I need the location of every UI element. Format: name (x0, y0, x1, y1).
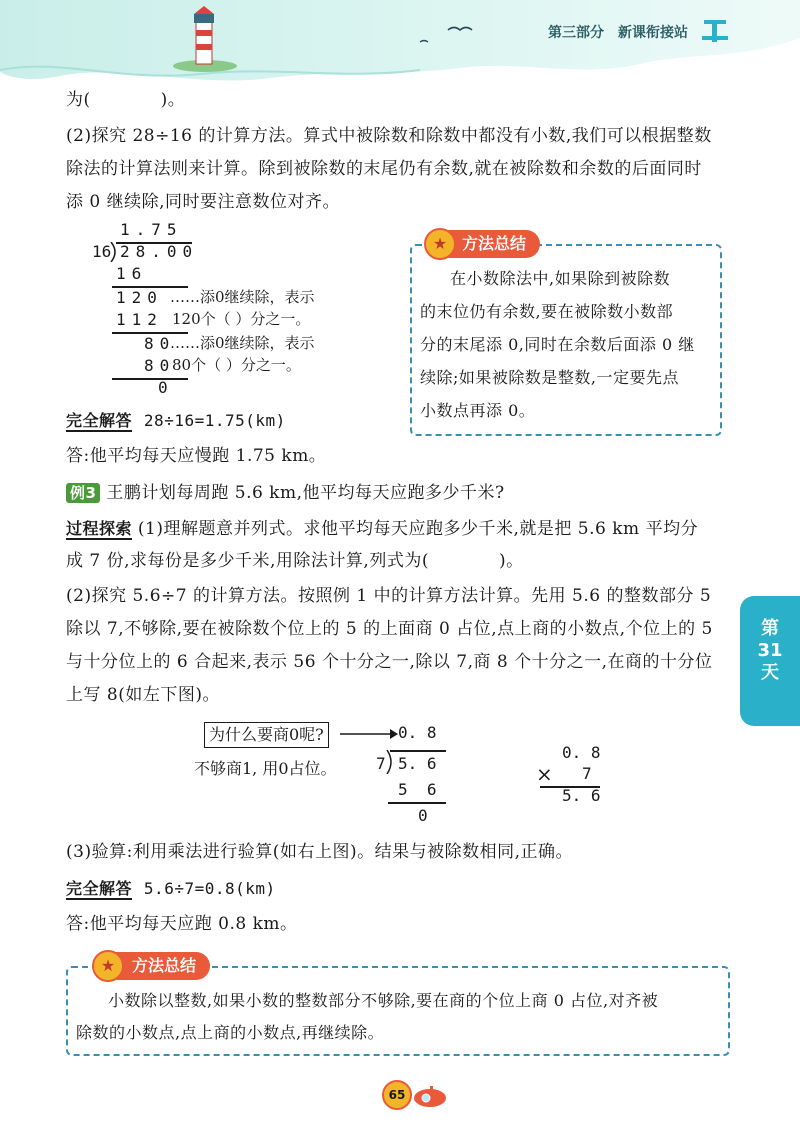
note: 120个（ ）分之一。 (172, 310, 311, 328)
long-division-28-16 (86, 220, 416, 400)
process-label: 过程探索 (66, 519, 133, 538)
step-product: 112 (116, 310, 163, 329)
step-remainder: 80 (144, 334, 176, 353)
answer-line (66, 872, 276, 906)
page-number: 65 (382, 1080, 412, 1110)
summary-line: 的末位仍有余数,要在被除数小数部 (420, 302, 674, 321)
divisor: 16 (92, 242, 112, 261)
summary-line: 小数点再添 0。 (420, 401, 536, 420)
callout-box: 为什么要商0呢? (204, 722, 329, 748)
question-text: 王鹏计划每周跑 5.6 km,他平均每天应跑多少千米? (106, 483, 505, 503)
text-line: 与十分位上的 6 合起来,表示 56 个十分之一,除以 7,商 8 个十分之一,在商的十分位 (66, 652, 713, 672)
note: 80个（ ）分之一。 (172, 356, 301, 374)
answer-reply: 答:他平均每天应跑 0.8 km。 (66, 914, 298, 934)
header-section: 第三部分 (548, 25, 604, 41)
summary-line: 在小数除法中,如果除到被除数 (450, 269, 671, 288)
tab-line: 天 (761, 662, 779, 683)
quotient: 1.75 (120, 220, 183, 239)
step-product: 16 (116, 264, 148, 283)
step-product: 80 (144, 356, 176, 375)
answer-label: 完全解答 (66, 879, 133, 898)
example-question (66, 477, 505, 510)
answer-line (66, 404, 286, 438)
summary-line: 小数除以整数,如果小数的整数部分不够除,要在商的个位上商 0 占位,对齐被 (108, 991, 659, 1010)
product: 5. 6 (562, 786, 601, 805)
page-header (0, 0, 800, 88)
final-remainder: 0 (418, 806, 428, 825)
tab-line: 31 (757, 640, 783, 661)
multiplier: 7 (582, 764, 592, 783)
process-text: (1)理解题意并列式。求他平均每天应跑多少千米,就是把 5.6 km 平均分 (137, 519, 699, 539)
tab-line: 第 (761, 618, 779, 639)
text-line: 为( )。 (66, 90, 186, 110)
example-badge: 例3 (66, 483, 100, 503)
step-product: 5 6 (398, 780, 437, 799)
note: ……添0继续除，表示 (170, 334, 315, 352)
submarine-icon (410, 1082, 450, 1110)
answer-expression: 5.6÷7=0.8(km) (143, 879, 276, 898)
answer-reply: 答:他平均每天应慢跑 1.75 km。 (66, 446, 327, 466)
text-line: 除以 7,不够除,要在被除数个位上的 5 的上面商 0 占位,点上商的小数点,个位上的 5 (66, 619, 713, 639)
header-wave-decoration (0, 0, 800, 88)
zero-placeholder-note: 不够商1, 用0占位。 (194, 759, 337, 778)
text-line: (2)探究 28÷16 的计算方法。算式中被除数和除数中都没有小数,我们可以根据整数 (66, 126, 712, 146)
answer-label: 完全解答 (66, 411, 133, 430)
star-icon: ★ (424, 228, 456, 260)
text-line: 除法的计算法则来计算。除到被除数的末尾仍有余数,就在被除数和余数的后面同时 (66, 159, 702, 179)
quotient: 0. 8 (398, 723, 437, 742)
dividend: 5. 6 (398, 754, 437, 773)
star-icon: ★ (92, 950, 124, 982)
header-title (548, 22, 702, 42)
tag-label: 方法总结 (98, 952, 210, 980)
text-line: 成 7 份,求每份是多少千米,用除法计算,列式为( )。 (66, 551, 524, 571)
dividend: 28.00 (120, 242, 199, 261)
divisor: 7 (376, 754, 386, 773)
multiplicand: 0. 8 (562, 743, 601, 762)
text-line: 上写 8(如左下图)。 (66, 685, 220, 705)
note: ……添0继续除，表示 (170, 288, 315, 306)
tag-label: 方法总结 (428, 230, 540, 258)
arrow-icon (340, 728, 398, 740)
text-line: 添 0 继续除,同时要注意数位对齐。 (66, 192, 341, 212)
day-side-tab (740, 596, 800, 726)
header-series: 新课衔接站 (618, 25, 688, 41)
verify-line: (3)验算:利用乘法进行验算(如右上图)。结果与被除数相同,正确。 (66, 842, 573, 862)
times-sign: × (536, 762, 553, 786)
final-remainder: 0 (158, 378, 168, 397)
summary-line: 除数的小数点,点上商的小数点,再继续除。 (76, 1023, 385, 1042)
text-line: (2)探究 5.6÷7 的计算方法。按照例 1 中的计算方法计算。先用 5.6 的整数部分 5 (66, 586, 712, 606)
summary-line: 续除;如果被除数是整数,一定要先点 (420, 368, 679, 387)
summary-line: 分的末尾添 0,同时在余数后面添 0 继 (420, 335, 695, 354)
answer-expression: 28÷16=1.75(km) (143, 411, 286, 430)
step-remainder: 120 (116, 288, 163, 307)
process-line (66, 512, 698, 546)
